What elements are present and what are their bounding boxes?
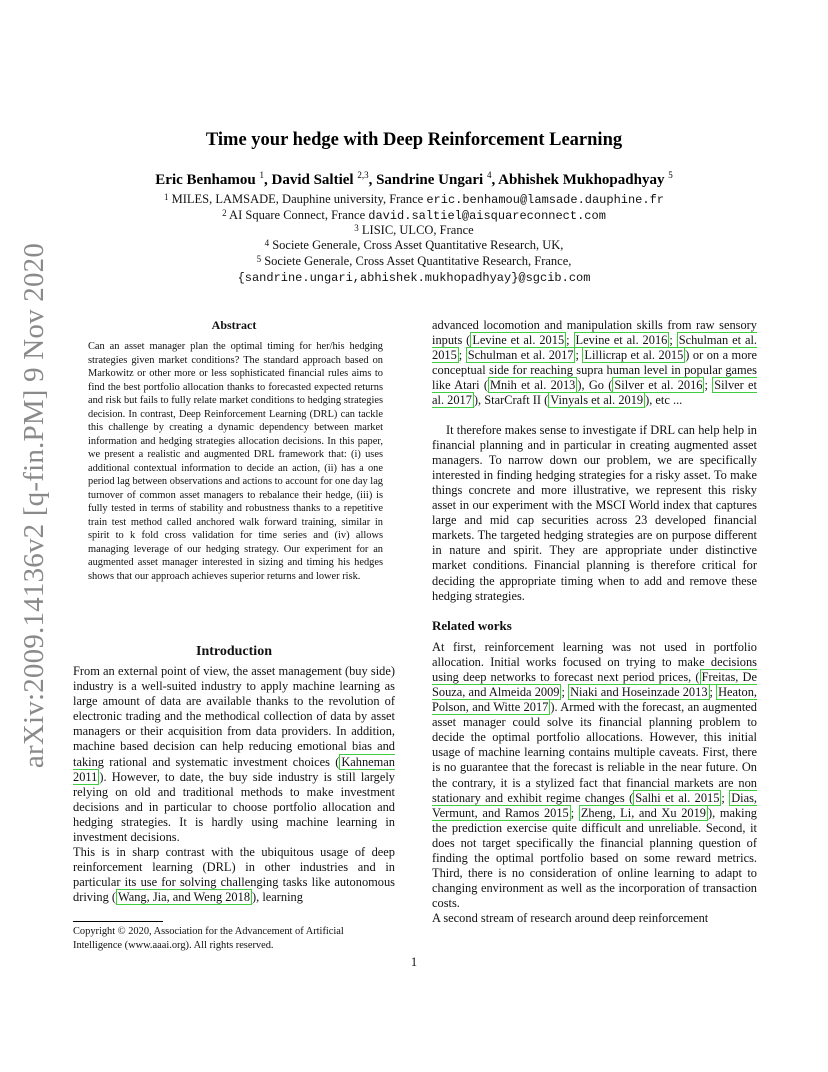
affiliation-6 (0, 269, 828, 286)
citation-link[interactable]: Vinyals et al. 2019 (550, 393, 644, 408)
author-sup: 4 (486, 170, 492, 180)
citation-link[interactable]: Dias, Vermunt, and Ramos 2015 (432, 790, 757, 820)
email-link[interactable]: david.saltiel@aisquareconnect.com (368, 209, 606, 223)
citation-link[interactable]: Kahneman 2011 (73, 754, 395, 784)
arxiv-stamp (14, 242, 56, 768)
citation-link[interactable]: Levine et al. 2016 (575, 333, 668, 348)
paragraph: A second stream of research around deep reinforcement (432, 911, 709, 926)
affiliation-1: $^1$ MILES, LAMSADE, Dauphine university, France eric.benhamou@lamsade.dauphine.fr (164, 192, 664, 207)
affiliation-2: $^2$ AI Square Connect, France david.saltiel@aisquareconnect.com (222, 208, 606, 223)
introduction-body (73, 664, 395, 906)
citation-link[interactable]: Niaki and Hoseinzade 2013 (570, 684, 708, 699)
paragraph: At first, reinforcement learning was not used in portfolio allocation. Initial works focused on trying to make decisions using deep networks to forecast next period prices, ( Freitas, De Souza, and Almeida 2009 ; Niaki and Hoseinzade 2013 ; Heaton, Polson, and Witte 2017 ). Armed with the forecast, an augmented asset manager could solve its financial planning problem to decide the optimal portfolio allocations. However, this initial usage of machine learning contains multiple caveats. First, there is no guarantee that the forecast is reliable in the near future. On the contrary, it is a stylized fact that financial markets are non stationary and exhibit regime changes ( Salhi et al. 2015 ; Dias, Vermunt, and Ramos 2015 ; Zheng, Li, and Xu 2019 ), making the prediction exercise quite difficult and unreliable. Second, it does not target specifically the financial planning question of finding the optimal portfolio based on some reward metrics. Third, there is no consideration of online learning to adapt to changing environment as well as the incorporation of transaction costs. (432, 639, 758, 911)
arxiv-stamp-text: arXiv:2009.14136v2 [q-fin.PM] 9 Nov 2020 (18, 242, 51, 768)
related-works-body (432, 640, 757, 927)
author-sup: 1 (259, 170, 264, 180)
page-number: 1 (410, 955, 418, 969)
citation-link[interactable]: Schulman et al. 2017 (467, 348, 574, 363)
author-name: Abhishek Mukhopadhyay (498, 172, 665, 188)
author-name: Eric Benhamou (155, 172, 256, 188)
abstract-text: Can an asset manager plan the optimal timing for her/his hedging strategies given market conditions? The standard approach based on Markowitz or other more or less sophisticated financial rules aims to find the best portfolio allocation thanks to forecasted expected returns and risk but fails to fully relate market conditions to hedging strategies decision. In contrast, Deep Reinforcement Learning (DRL) can tackle this challenge by creating a dynamic dependency between market information and hedging strategies allocation decisions. In this paper, we present a realistic and augmented DRL framework that: (i) uses additional contextual information to decide an action, (ii) has a one period lag between observations and actions to account for one day lag turnover of common asset managers to rebalance their hedge, (iii) is fully tested in terms of stability and robustness thanks to a repetitive train test method called anchored walk forward training, similar in spirit to k fold cross validation for time series and (iv) allows managing leverage of our hedging strategy. Our experiment for an augmented asset manager interested in sizing and timing his hedges shows that our approach achieves superior returns and lower risk. (88, 341, 383, 582)
affiliation-3: $^3$ LISIC, ULCO, France (354, 223, 474, 237)
citation-link[interactable]: Levine et al. 2015 (472, 333, 565, 348)
citation-link[interactable]: Wang, Jia, and Weng 2018 (118, 890, 251, 905)
paragraph: It therefore makes sense to investigate if DRL can help help in financial planning and in particular in creating augmented asset managers. To narrow down our problem, we are specifically interested in finding hedging strategies for a risky asset. To make things concrete and more illustrative, we represent this risky asset in our experiment with the MSCI World index that captures large and mid cap securities across 23 developed financial markets. The targeted hedging strategies are on purpose different in nature and spirit. They are appropriate under distinctive market conditions. Financial planning is therefore critical for deciding the appropriate timing when to add and remove these hedging strategies. (432, 422, 757, 603)
citation-link[interactable]: Silver et al. 2017 (432, 378, 757, 408)
affiliation-5: $^5$ Societe Generale, Cross Asset Quantitative Research, France, (256, 254, 572, 268)
abstract-heading: Abstract (211, 318, 257, 332)
author-name: David Saltiel (271, 172, 354, 188)
email-link[interactable]: {sandrine.ungari,abhishek.mukhopadhyay}@sgcib.com (237, 271, 591, 285)
citation-link[interactable]: Lillicrap et al. 2015 (584, 348, 684, 363)
citation-link[interactable]: Mnih et al. 2013 (489, 378, 576, 393)
citation-link[interactable]: Salhi et al. 2015 (635, 790, 720, 805)
citation-link[interactable]: Freitas, De Souza, and Almeida 2009 (432, 669, 757, 699)
paragraph: This is in sharp contrast with the ubiquitous usage of deep reinforcement learning (DRL) in other industries and in particular its use for solving challenging tasks like autonomous driving ( Wang, Jia, and Weng 2018 ), learning (73, 845, 395, 905)
introduction-heading: Introduction (196, 644, 272, 659)
introduction-section (73, 644, 395, 906)
citation-link[interactable]: Schulman et al. 2015 (432, 333, 758, 363)
paper-title: Time your hedge with Deep Reinforcement Learning (205, 130, 623, 150)
author-list: Eric Benhamou $^1$, David Saltiel $^{2,3}$, Sandrine Ungari $^4$, Abhishek Mukhopadhyay $^5$ (155, 170, 673, 188)
author-sup: 2,3 (357, 170, 369, 180)
author-name: Sandrine Ungari (376, 172, 484, 188)
author-sup: 5 (668, 170, 673, 180)
footnote-rule (73, 921, 163, 922)
copyright-footnote: Copyright © 2020, Association for the Advancement of Artificial Intelligence (www.aaai.org). All rights reserved. (73, 926, 344, 951)
citation-link[interactable]: Silver et al. 2016 (614, 378, 703, 393)
citation-link[interactable]: Heaton, Polson, and Witte 2017 (432, 684, 757, 715)
related-works-heading: Related works (432, 617, 512, 633)
citation-link[interactable]: Zheng, Li, and Xu 2019 (580, 805, 706, 820)
paragraph: advanced locomotion and manipulation skills from raw sensory inputs ( Levine et al. 2015 ; Levine et al. 2016 ; Schulman et al. 2015 ; Schulman et al. 2017 ; Lillicrap et al. 2015 ) or on a more conceptual side for reaching supra human level in popular games like Atari ( Mnih et al. 2013 ), Go ( Silver et al. 2016 ; Silver et al. 2017 ), StarCraft II ( Vinyals et al. 2019 ), etc ... (432, 318, 758, 408)
continued-paragraph (432, 318, 757, 409)
right-column (432, 318, 757, 926)
email-link[interactable]: eric.benhamou@lamsade.dauphine.fr (426, 193, 664, 207)
affiliation-4: $^4$ Societe Generale, Cross Asset Quantitative Research, UK, (264, 238, 564, 252)
paragraph: From an external point of view, the asset management (buy side) industry is a well-suited industry to apply machine learning as large amount of data are available thanks to the revolution of electronic trading and the methodical collection of data by asset managers or their acquisition from data providers. In addition, machine based decision can help reducing emotional bias and taking rational and systematic investment choices ( Kahneman 2011 ). However, to date, the buy side industry is still largely relying on old and traditional methods to make investment decisions and in particular to choose portfolio allocation and hedging strategies. It is hardly using machine learning in investment decisions. (73, 664, 395, 845)
